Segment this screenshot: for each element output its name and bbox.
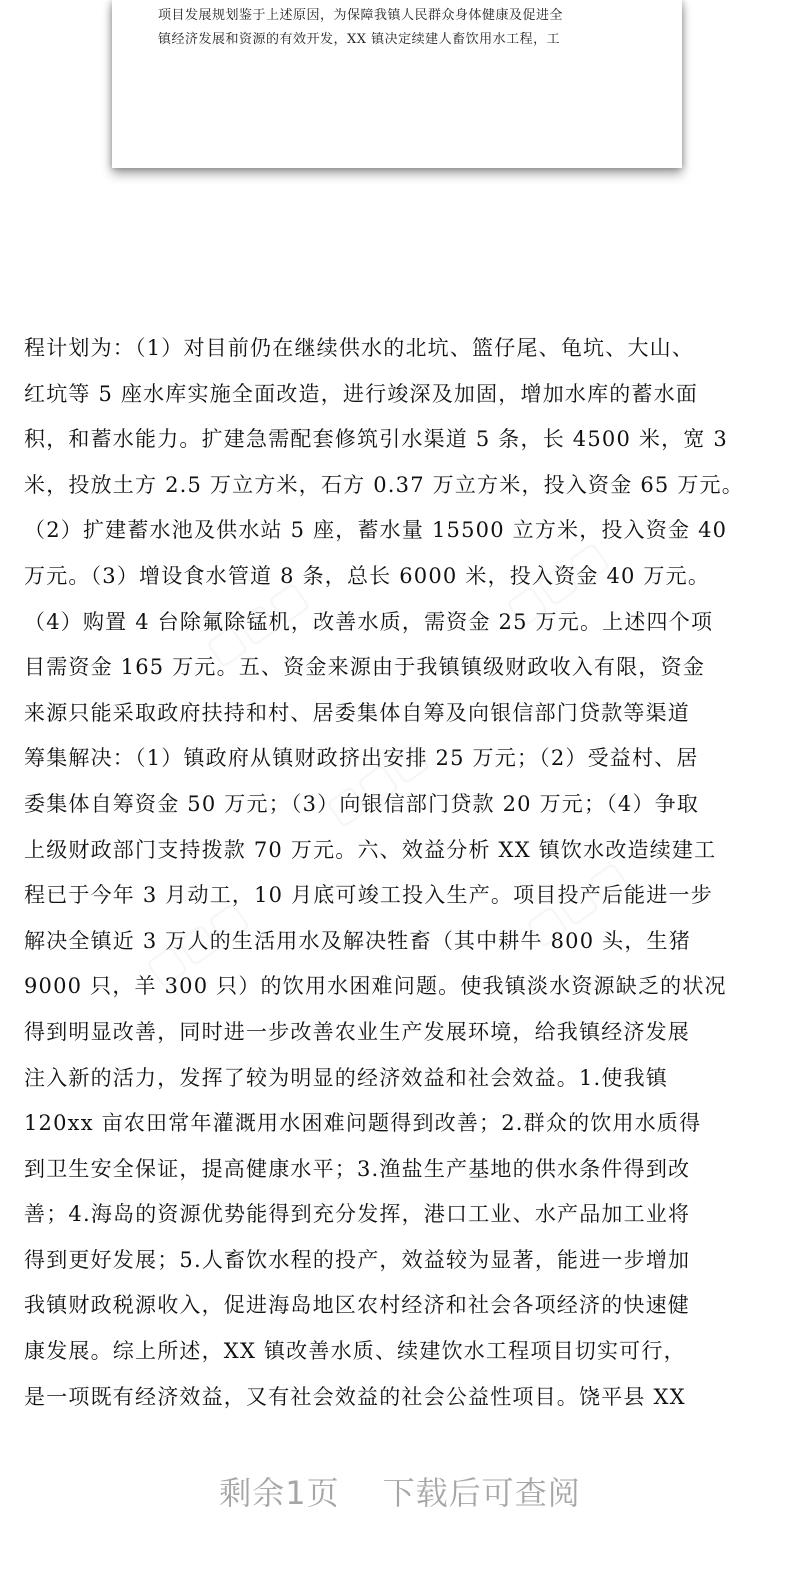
- document-line: 来源只能采取政府扶持和村、居委集体自筹及向银信部门贷款等渠道: [24, 700, 690, 725]
- document-line: 上级财政部门支持拨款 70 万元。六、效益分析 XX 镇饮水改造续建工: [24, 837, 717, 862]
- document-line: 委集体自筹资金 50 万元；（3）向银信部门贷款 20 万元；（4）争取: [24, 791, 700, 816]
- preview-card-line: 项目发展规划鉴于上述原因，为保障我镇人民群众身体健康及促进全: [158, 8, 564, 23]
- document-line: 康发展。综上所述，XX 镇改善水质、续建饮水工程项目切实可行，: [24, 1339, 686, 1364]
- document-line: 万元。（3）增设食水管道 8 条，总长 6000 米，投入资金 40 万元。: [24, 563, 711, 588]
- document-line: 9000 只，羊 300 只）的饮用水困难问题。使我镇淡水资源缺乏的状况: [24, 974, 727, 999]
- document-line: 解决全镇近 3 万人的生活用水及解决牲畜（其中耕牛 800 头，生猪: [24, 928, 691, 953]
- document-line: 得到更好发展；5.人畜饮水程的投产，效益较为显著，能进一步增加: [24, 1247, 691, 1272]
- document-line: 我镇财政税源收入，促进海岛地区农村经济和社会各项经济的快速健: [24, 1293, 690, 1318]
- preview-page-card: [112, 0, 682, 168]
- document-line: 米，投放土方 2.5 万立方米，石方 0.37 万立方米，投入资金 65 万元。: [24, 472, 744, 497]
- document-line: 积，和蓄水能力。扩建急需配套修筑引水渠道 5 条，长 4500 米，宽 3: [24, 427, 728, 452]
- document-line: 目需资金 165 万元。五、资金来源由于我镇镇级财政收入有限，资金: [24, 655, 706, 680]
- document-body: [24, 326, 776, 1420]
- document-line: 注入新的活力，发挥了较为明显的经济效益和社会效益。1.使我镇: [24, 1065, 669, 1090]
- download-prompt[interactable]: [0, 1468, 800, 1514]
- document-line: 程计划为：（1）对目前仍在继续供水的北坑、篮仔尾、龟坑、大山、: [24, 336, 695, 360]
- document-line: 120xx 亩农田常年灌溉用水困难问题得到改善；2.群众的饮用水质得: [24, 1111, 702, 1136]
- preview-card-text: [158, 4, 638, 52]
- download-hint-label[interactable]: 下载后可查阅: [382, 1474, 581, 1512]
- document-line: 筹集解决：（1）镇政府从镇财政挤出安排 25 万元；（2）受益村、居: [24, 746, 699, 771]
- document-line: 是一项既有经济效益，又有社会效益的社会公益性项目。饶平县 XX: [24, 1384, 686, 1409]
- document-line: 到卫生安全保证，提高健康水平；3.渔盐生产基地的供水条件得到改: [24, 1156, 691, 1181]
- document-line: （4）购置 4 台除氟除锰机，改善水质，需资金 25 万元。上述四个项: [24, 609, 714, 634]
- document-line: 程已于今年 3 月动工，10 月底可竣工投入生产。项目投产后能进一步: [24, 883, 713, 908]
- remaining-pages-label: 剩余1页: [219, 1474, 340, 1512]
- preview-card-line: 镇经济发展和资源的有效开发，XX 镇决定续建人畜饮用水工程，工: [158, 32, 561, 47]
- document-line: 善；4.海岛的资源优势能得到充分发挥，港口工业、水产品加工业将: [24, 1202, 691, 1227]
- document-line: 红坑等 5 座水库实施全面改造，进行竣深及加固，增加水库的蓄水面: [24, 381, 699, 406]
- document-line: 得到明显改善，同时进一步改善农业生产发展环境，给我镇经济发展: [24, 1019, 690, 1044]
- document-line: （2）扩建蓄水池及供水站 5 座，蓄水量 15500 立方米，投入资金 40: [24, 518, 728, 543]
